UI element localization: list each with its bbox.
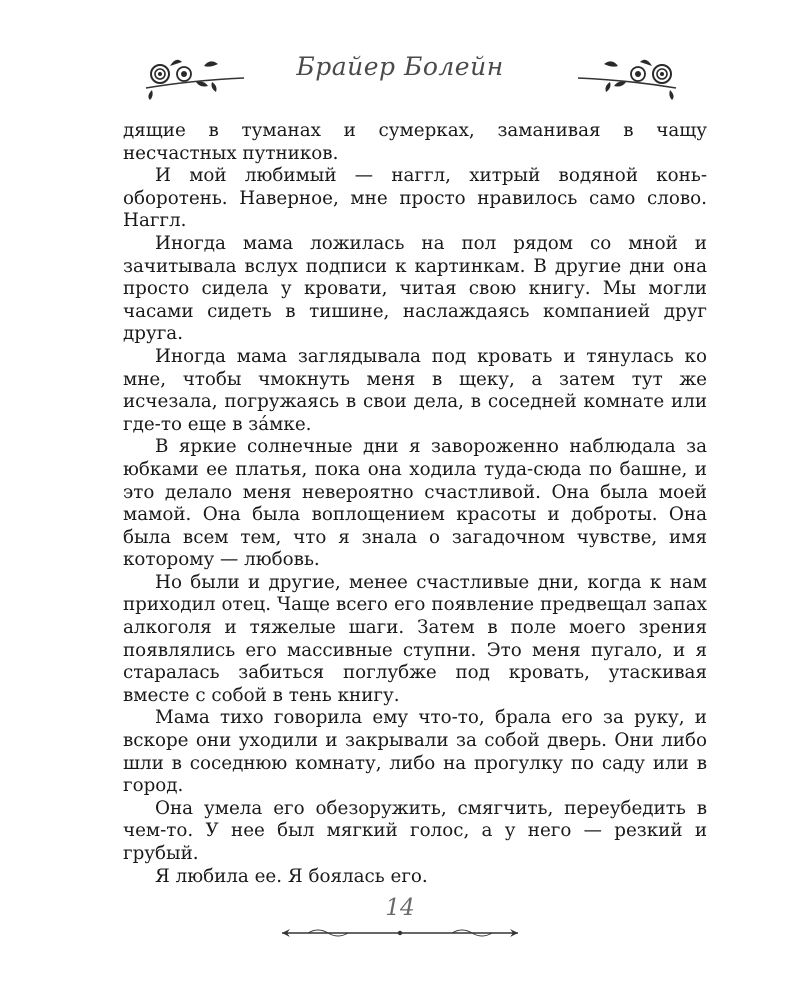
body-text xyxy=(123,120,707,888)
page-footer xyxy=(0,895,800,955)
rose-branch-ornament-icon xyxy=(572,44,682,108)
page-header xyxy=(0,44,800,114)
paragraph: Иногда мама заглядывала под кровать и тянулась ко мне, чтобы чмокнуть меня в щеку, а затем тут же исчезала, погружаясь в свои дела, в соседней комнате или где-то еще в за́мке. xyxy=(123,345,707,435)
paragraph: дящие в туманах и сумерках, заманивая в чащу несчастных путников. xyxy=(123,120,707,164)
page-number: 14 xyxy=(385,895,415,921)
paragraph: В яркие солнечные дни я завороженно наблюдала за юбками ее платья, пока она ходила туда-сюда по башне, и это делало меня невероятно счастливой. Она была моей мамой. Она была воплощением красоты и доброты. Она была всем тем, что я знала о загадочном чувстве, имя которому — любовь. xyxy=(123,436,707,571)
decorative-flourish-rule-icon xyxy=(278,925,522,941)
paragraph: Иногда мама ложилась на пол рядом со мной и зачитывала вслух подписи к картинкам. В другие дни она просто сидела у кровати, читая свою книгу. Мы могли часами сидеть в тишине, наслаждаясь компанией друг друга. xyxy=(123,232,707,345)
paragraph: Она умела его обезоружить, смягчить, переубедить в чем-то. У нее был мягкий голос, а у него — резкий и грубый. xyxy=(123,797,707,864)
running-title: Брайер Болейн xyxy=(296,52,504,81)
paragraph: И мой любимый — наггл, хитрый водяной конь-оборотень. Наверное, мне просто нравилось само слово. Наггл. xyxy=(123,165,707,232)
paragraph: Я любила ее. Я боялась его. xyxy=(155,865,428,887)
paragraph: Но были и другие, менее счастливые дни, когда к нам приходил отец. Чаще всего его появление предвещал запах алкоголя и тяжелые шаги. Затем в поле моего зрения появлялись его массивные ступни. Это меня пугало, и я старалась забиться поглубже под кровать, утаскивая вместе с собой в тень книгу. xyxy=(123,571,707,706)
paragraph: Мама тихо говорила ему что-то, брала его за руку, и вскоре они уходили и закрывали за собой дверь. Они либо шли в соседнюю комнату, либо на прогулку по саду или в город. xyxy=(123,707,707,797)
